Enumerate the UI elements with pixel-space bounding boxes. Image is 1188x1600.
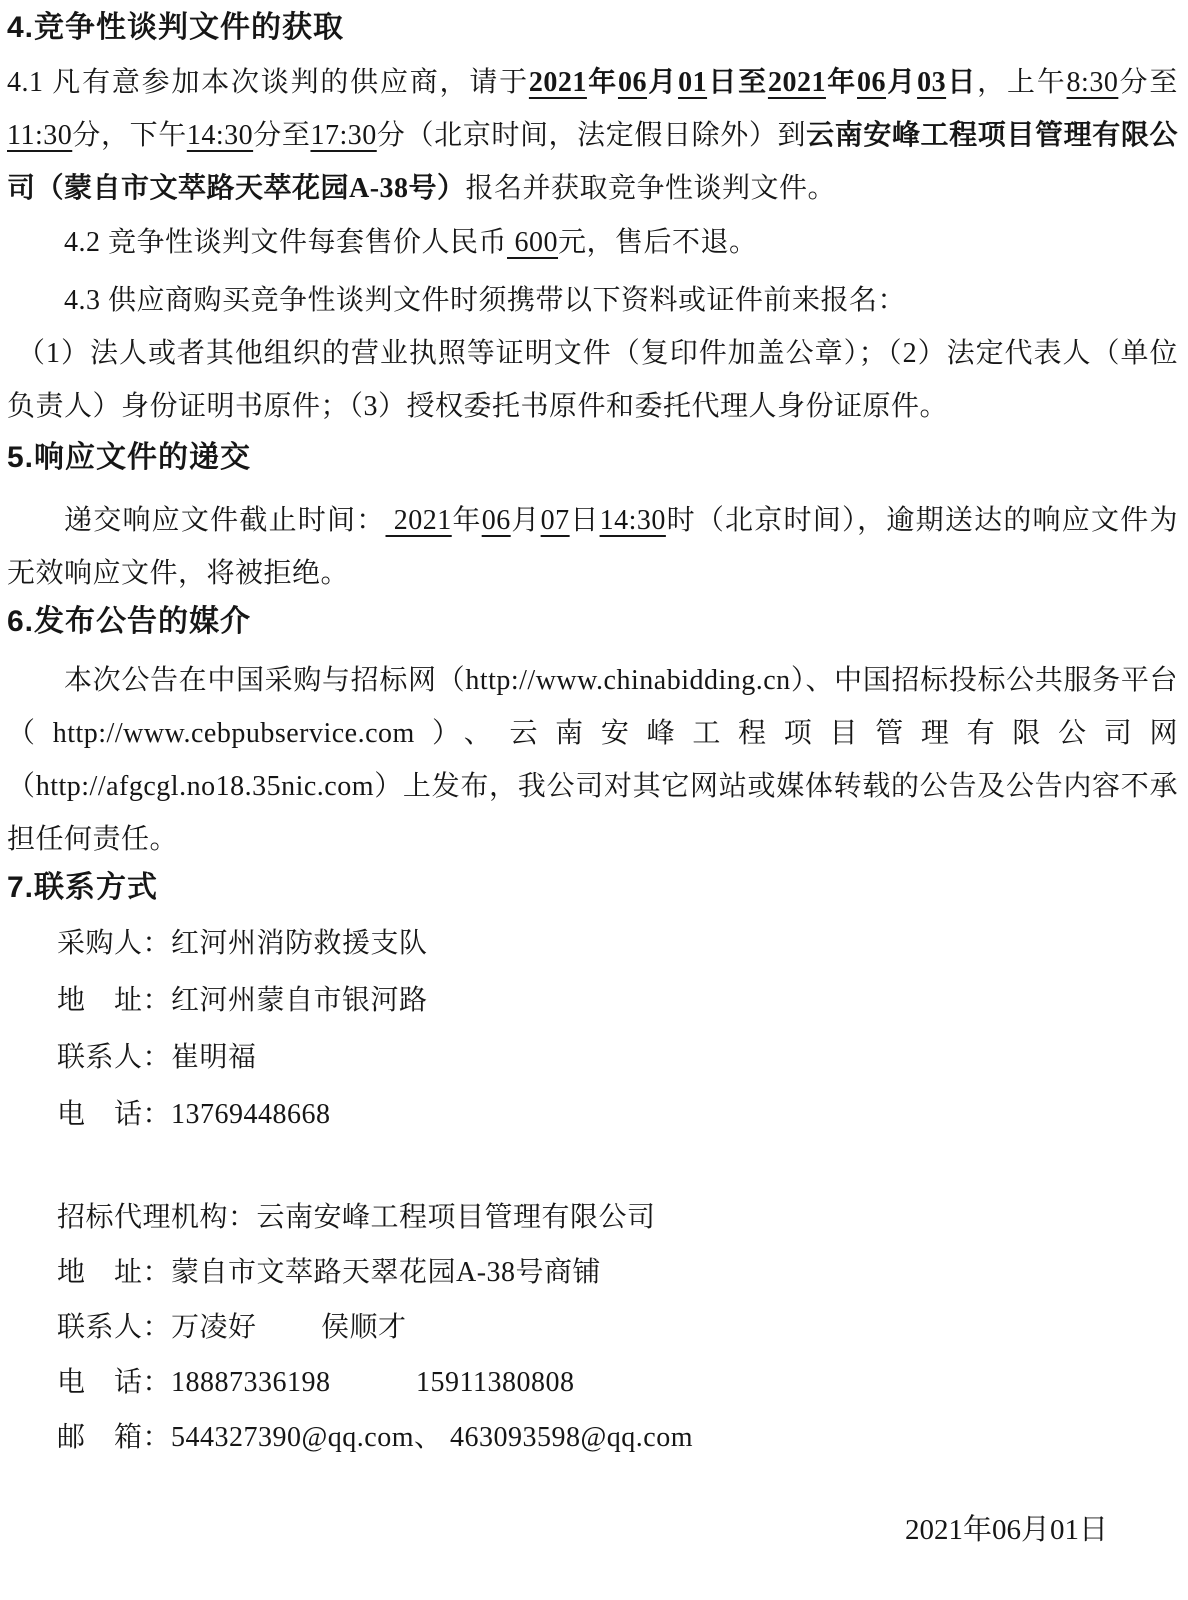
paragraph-4-2 xyxy=(7,216,1178,269)
paragraph-4-3 xyxy=(7,274,1178,327)
text-segment: 元，售后不退。 xyxy=(558,227,758,258)
text-segment: 01 xyxy=(678,67,708,98)
section-heading-5: 5.响应文件的递交 xyxy=(7,441,252,474)
text-segment: 日 xyxy=(569,505,600,536)
text-segment: 年 xyxy=(451,505,482,536)
text-segment: 分（北京时间，法定假日除外）到 xyxy=(376,120,807,151)
agency-contact-block xyxy=(7,1190,1178,1465)
purchaser-name-line: 采购人：红河州消防救援支队 xyxy=(57,928,428,959)
agency-phone-line: 电 话：18887336198 15911380808 xyxy=(57,1367,575,1398)
paragraph-4-1 xyxy=(7,56,1178,215)
text-segment: 月 xyxy=(510,505,541,536)
text-segment: 06 xyxy=(857,67,887,98)
text-segment: 2021 xyxy=(528,67,587,98)
purchaser-phone-line: 电 话：13769448668 xyxy=(57,1099,331,1130)
purchaser-address-line: 地 址：红河州蒙自市银河路 xyxy=(57,985,428,1016)
text-segment: 2021 xyxy=(767,67,826,98)
text-segment: 06 xyxy=(481,505,511,536)
text-segment: 本次公告在中国采购与招标网（http://www.chinabidding.cn）、中国招标投标公共服务平台（http://www.cebpubservice.com）、云南安峰工程项目管理有限公司网（http://afgcgl.no18.35nic.com）上发布，我公司对其它网站或媒体转载的公告及公告内容不承担任何责任。 xyxy=(7,665,1178,855)
text-segment: 14:30 xyxy=(186,120,254,151)
text-segment: 月 xyxy=(886,67,918,98)
text-segment: 06 xyxy=(617,67,647,98)
text-segment: 云南安峰工程项目管理有限公司（蒙自市文萃路天萃花园A-38号） xyxy=(7,120,1178,204)
text-segment: 03 xyxy=(917,67,947,98)
text-segment: 11:30 xyxy=(7,120,73,151)
text-segment: 8:30 xyxy=(1066,67,1119,98)
agency-address-line: 地 址：蒙自市文萃路天翠花园A-38号商铺 xyxy=(57,1257,602,1288)
text-segment: 日至 xyxy=(707,67,768,98)
text-segment: 月 xyxy=(646,67,679,98)
agency-email-line: 邮 箱：544327390@qq.com、 463093598@qq.com xyxy=(57,1422,693,1453)
text-segment: 分，下午 xyxy=(72,120,187,151)
paragraph-4-3-items xyxy=(7,327,1178,433)
text-segment: ，上午 xyxy=(977,67,1067,98)
section-heading-4: 4.竞争性谈判文件的获取 xyxy=(7,11,345,44)
text-segment: 600 xyxy=(507,227,559,258)
text-segment: 17:30 xyxy=(310,120,377,151)
text-segment: 分至 xyxy=(1118,67,1178,98)
agency-person-line: 联系人：万凌好 侯顺才 xyxy=(57,1312,407,1343)
purchaser-contact-block xyxy=(7,915,1178,1143)
text-segment: 分至 xyxy=(253,120,311,151)
section-heading-6: 6.发布公告的媒介 xyxy=(7,605,252,638)
text-segment: 年 xyxy=(586,67,618,98)
text-segment: 4.2 竞争性谈判文件每套售价人民币 xyxy=(64,227,508,258)
text-segment: 07 xyxy=(540,505,570,536)
text-segment: 年 xyxy=(825,67,858,98)
purchaser-person-line: 联系人：崔明福 xyxy=(57,1042,257,1073)
text-segment: 报名并获取竞争性谈判文件。 xyxy=(465,173,837,204)
text-segment: （1）法人或者其他组织的营业执照等证明文件（复印件加盖公章）；（2）法定代表人（单位负责人）身份证明书原件；（3）授权委托书原件和委托代理人身份证原件。 xyxy=(7,338,1178,422)
date-line: 2021年06月01日 xyxy=(904,1514,1108,1546)
text-segment: 14:30 xyxy=(599,505,666,536)
text-segment: 4.1 凡有意参加本次谈判的供应商，请于 xyxy=(7,67,529,98)
paragraph-5-deadline xyxy=(7,494,1178,600)
section-heading-7: 7.联系方式 xyxy=(7,871,159,904)
text-segment: 2021 xyxy=(385,505,452,536)
text-segment: 4.3 供应商购买竞争性谈判文件时须携带以下资料或证件前来报名： xyxy=(64,285,907,316)
text-segment: 时（北京时间），逾期送达的响应文件为无效响应文件，将被拒绝。 xyxy=(7,505,1178,589)
agency-name-line: 招标代理机构：云南安峰工程项目管理有限公司 xyxy=(57,1202,656,1233)
text-segment: 递交响应文件截止时间： xyxy=(64,505,386,536)
paragraph-6-media xyxy=(7,654,1178,866)
text-segment: 日 xyxy=(946,67,978,98)
